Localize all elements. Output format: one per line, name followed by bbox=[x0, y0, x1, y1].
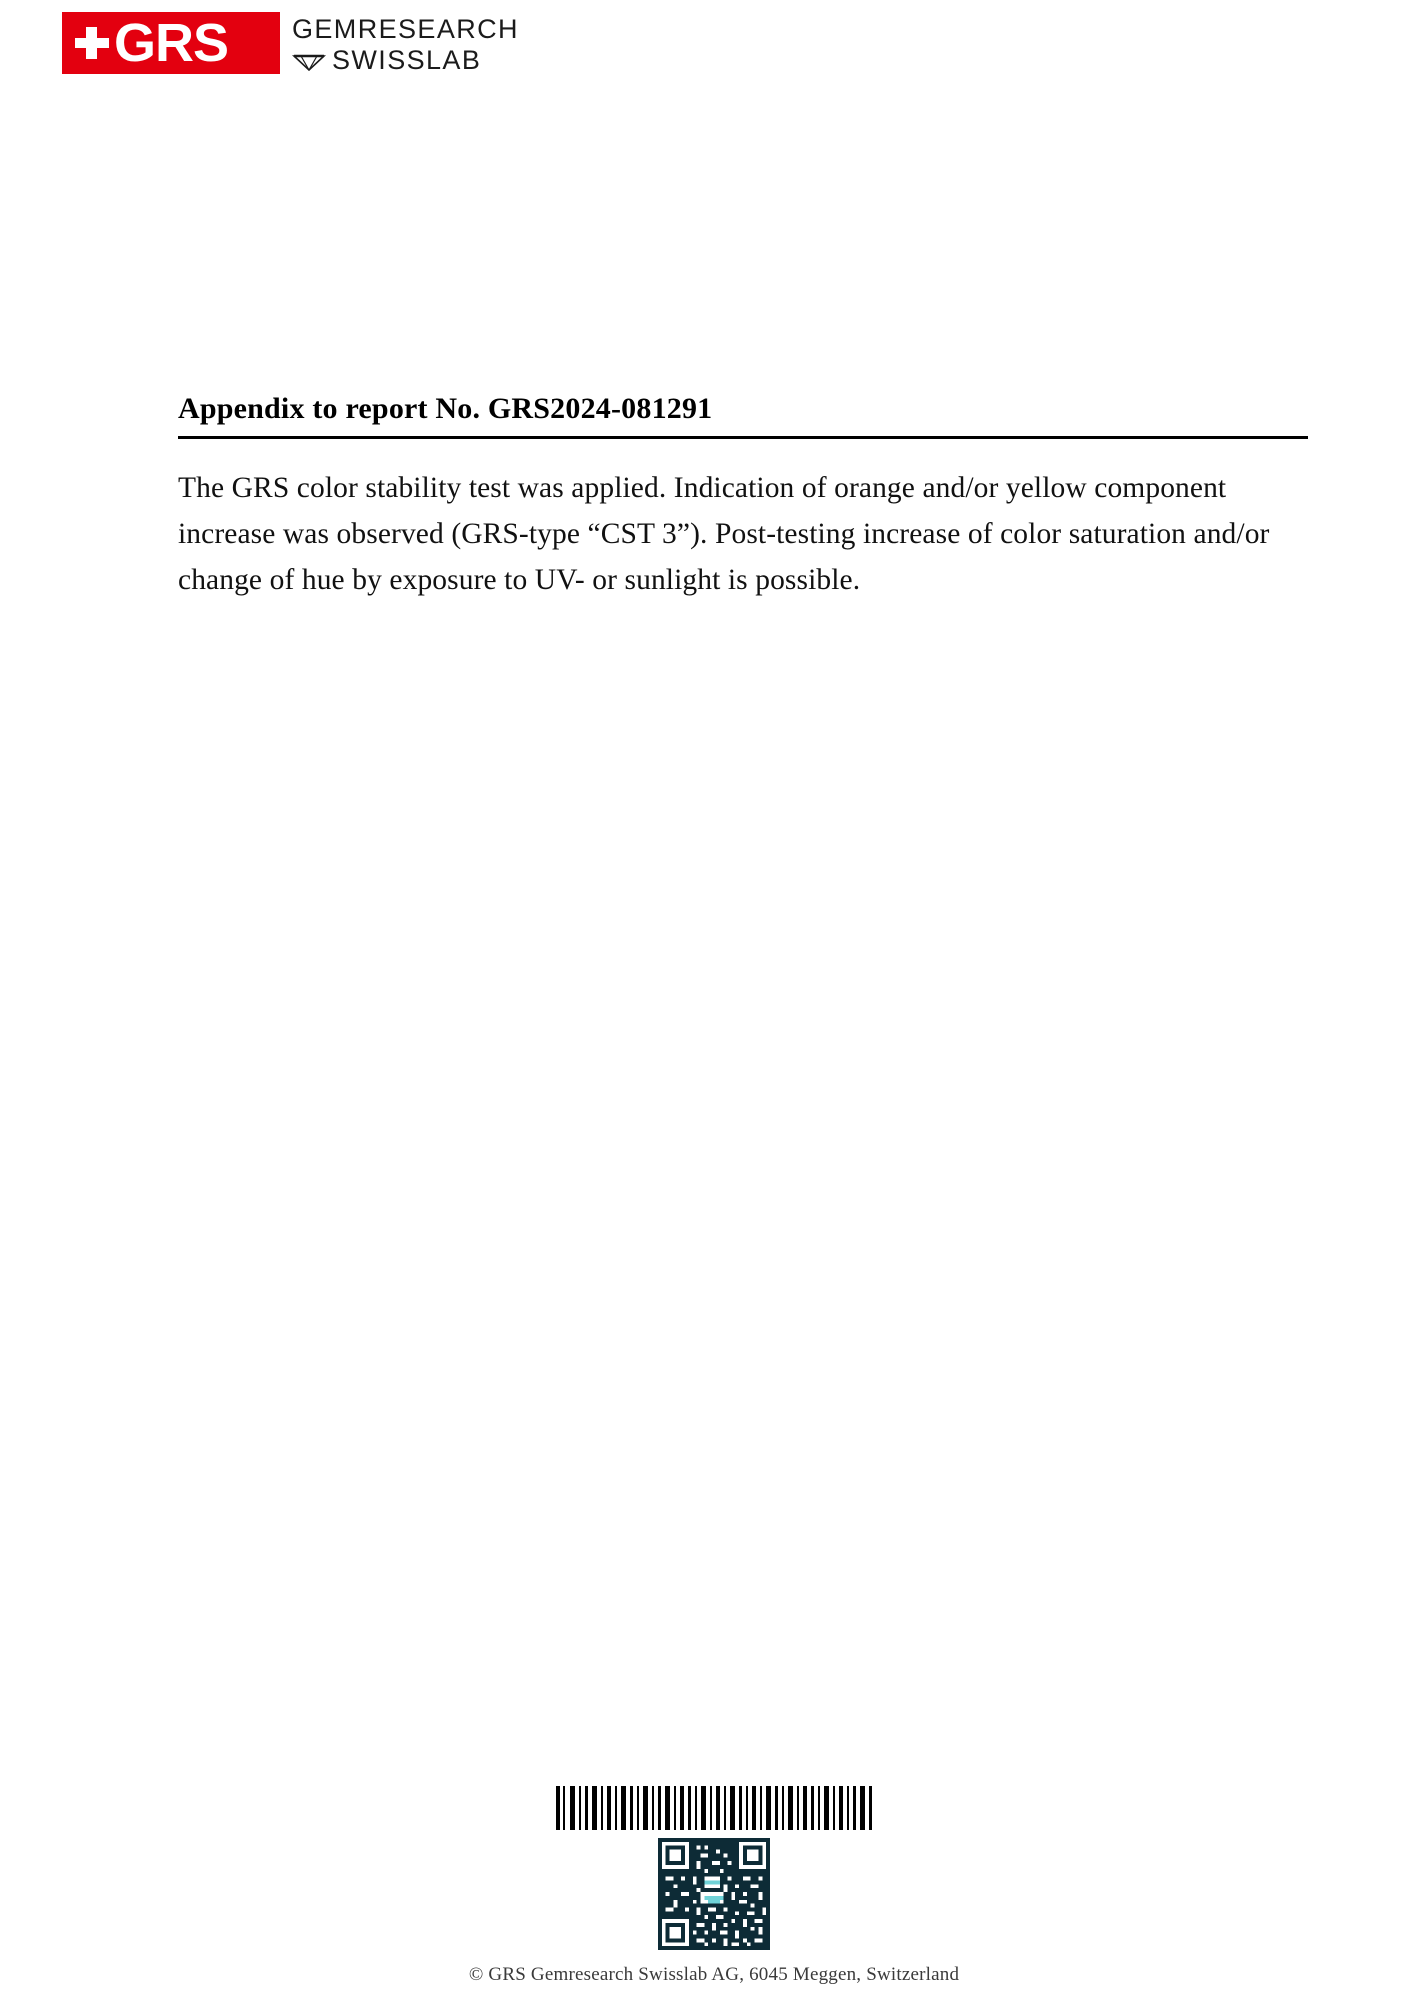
barcode bbox=[554, 1786, 874, 1830]
logo-wordmark bbox=[292, 12, 519, 76]
qr-code bbox=[658, 1838, 770, 1950]
logo-line-gemresearch: GEMRESEARCH bbox=[292, 14, 519, 44]
body-paragraph: The GRS color stability test was applied. Indication of orange and/or yellow component increase was observed (GRS-type “CST 3”). Post-testing increase of color saturation and/or change of hue by exposure to UV- or sunlight is possible. bbox=[178, 472, 1270, 596]
title-divider bbox=[178, 436, 1308, 439]
copyright-text: © GRS Gemresearch Swisslab AG, 6045 Meggen, Switzerland bbox=[468, 1964, 960, 1985]
grs-logo-mark bbox=[62, 12, 280, 74]
logo-line-swisslab-row bbox=[292, 45, 519, 76]
grs-logo bbox=[62, 12, 519, 76]
page-title: Appendix to report No. GRS2024-081291 bbox=[178, 392, 713, 425]
diamond-icon bbox=[292, 51, 326, 71]
logo-grs-text: GRS bbox=[114, 13, 229, 73]
qr-code-image bbox=[658, 1838, 770, 1950]
swiss-cross-icon bbox=[72, 23, 112, 63]
appendix-content bbox=[178, 392, 1308, 603]
logo-line-swisslab: SWISSLAB bbox=[332, 45, 482, 75]
page-footer bbox=[0, 1786, 1428, 1986]
